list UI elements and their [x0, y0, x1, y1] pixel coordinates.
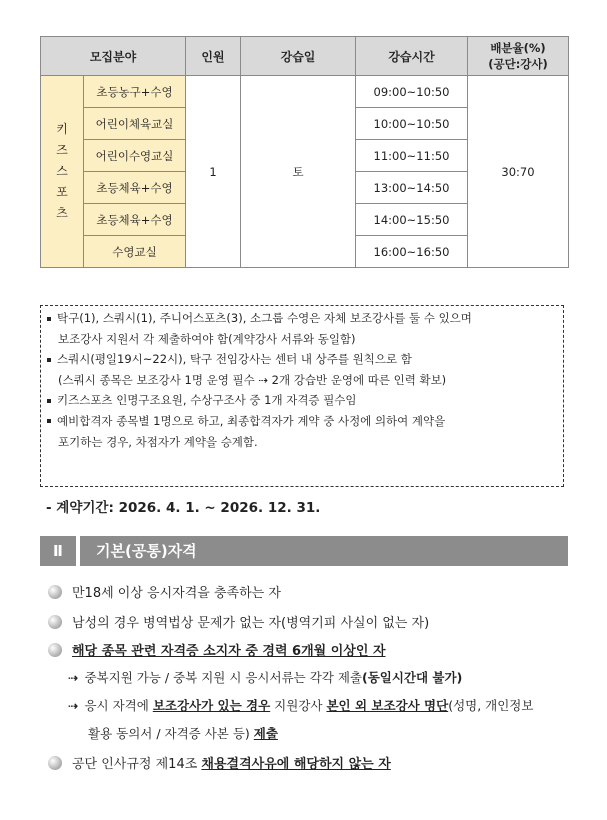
section-header	[40, 536, 568, 566]
notes-box	[40, 305, 564, 487]
ratio-cell: 30:70	[468, 76, 569, 268]
note-line	[41, 411, 563, 432]
square-bullet-icon	[47, 358, 51, 362]
qualification-text-bold: 채용결격사유에 해당하지 않는 자	[201, 757, 391, 772]
header-day: 강습일	[241, 37, 356, 76]
header-ratio	[468, 37, 569, 76]
program-cell: 어린이수영교실	[84, 140, 186, 172]
program-cell: 초등체육+수영	[84, 172, 186, 204]
program-cell: 어린이체육교실	[84, 108, 186, 140]
qualification-text: 남성의 경우 병역법상 문제가 없는 자(병역기피 사실이 없는 자)	[72, 616, 430, 631]
bullet-icon	[48, 585, 62, 599]
count-cell: 1	[186, 76, 241, 268]
note-line	[41, 390, 563, 411]
note-line	[41, 370, 563, 391]
qualification-text: 공단 인사규정 제14조	[72, 757, 202, 772]
sub-text: 응시 자격에	[84, 698, 153, 713]
qualification-item	[48, 640, 386, 659]
section-number: Ⅱ	[40, 536, 76, 566]
sub-item-continued	[88, 724, 278, 742]
time-cell: 09:00~10:50	[356, 76, 468, 108]
table-header-row	[41, 37, 569, 76]
square-bullet-icon	[47, 317, 51, 321]
note-text: 2개 강습반 운영에 따른 인력 확보)	[271, 372, 447, 387]
qualification-item	[48, 753, 391, 772]
note-line	[41, 349, 563, 370]
header-count: 인원	[186, 37, 241, 76]
note-line	[41, 329, 563, 350]
time-cell: 11:00~11:50	[356, 140, 468, 172]
sub-text-bold: 본인 외 보조강사 명단	[326, 698, 449, 713]
square-bullet-icon	[47, 419, 51, 423]
time-cell: 14:00~15:50	[356, 204, 468, 236]
section-title: 기본(공통)자격	[80, 536, 568, 566]
bullet-icon	[48, 756, 62, 770]
note-line	[41, 432, 563, 453]
qualification-item	[48, 582, 281, 601]
bullet-icon	[48, 643, 62, 657]
arrow-icon: ⇢	[258, 372, 269, 387]
sub-text: (성명, 개인정보	[448, 698, 534, 713]
day-cell: 토	[241, 76, 356, 268]
qualification-text: 해당 종목 관련 자격증 소지자 중 경력 6개월 이상인 자	[72, 644, 386, 659]
header-ratio-label: 배분율(%)	[490, 41, 546, 55]
note-text: 스쿼시(평일19시~22시), 탁구 전임강사는 센터 내 상주를 원칙으로 함	[57, 352, 412, 367]
sub-text: 활용 동의서 / 자격증 사본 등)	[88, 726, 254, 741]
note-text: 예비합격자 종목별 1명으로 하고, 최종합격자가 계약 중 사정에 의하여 계약을	[57, 413, 446, 428]
category-cell	[41, 76, 84, 268]
square-bullet-icon	[47, 399, 51, 403]
qualification-text: 만18세 이상 응시자격을 충족하는 자	[72, 586, 281, 601]
header-ratio-sub: (공단:강사)	[488, 57, 548, 71]
time-cell: 10:00~10:50	[356, 108, 468, 140]
note-text: 보조강사 지원서 각 제출하여야 함(계약강사 서류와 동일함)	[58, 331, 356, 346]
note-text: (스쿼시 종목은 보조강사 1명 운영 필수	[58, 372, 255, 387]
note-text: 포기하는 경우, 차점자가 계약을 승계함.	[58, 434, 258, 449]
sub-text: 지원강사	[270, 698, 327, 713]
header-field: 모집분야	[41, 37, 186, 76]
table-row	[41, 76, 569, 108]
time-cell: 16:00~16:50	[356, 236, 468, 268]
note-line	[41, 308, 563, 329]
sub-text: 중복지원 가능 / 중복 지원 시 응시서류는 각각 제출	[84, 670, 362, 685]
bullet-icon	[48, 615, 62, 629]
program-cell: 초등체육+수영	[84, 204, 186, 236]
arrow-icon: ⇢	[68, 698, 79, 713]
sub-text-bold: 제출	[253, 726, 278, 741]
sub-item	[68, 696, 533, 714]
sub-item	[68, 668, 462, 686]
time-cell: 13:00~14:50	[356, 172, 468, 204]
schedule-table	[40, 36, 569, 268]
note-text: 탁구(1), 스쿼시(1), 주니어스포츠(3), 소그룹 수영은 자체 보조강사를 둘 수 있으며	[57, 311, 472, 325]
arrow-icon: ⇢	[68, 670, 79, 685]
sub-text-bold: 보조강사가 있는 경우	[152, 698, 271, 713]
sub-text-bold: (동일시간대 불가)	[361, 670, 463, 685]
category-label: 키즈스포츠	[56, 122, 68, 220]
program-cell: 초등농구+수영	[84, 76, 186, 108]
qualification-item	[48, 612, 429, 631]
contract-period: - 계약기간: 2026. 4. 1. ~ 2026. 12. 31.	[46, 500, 321, 516]
header-time: 강습시간	[356, 37, 468, 76]
note-text: 키즈스포츠 인명구조요원, 수상구조사 중 1개 자격증 필수임	[57, 393, 357, 408]
program-cell: 수영교실	[84, 236, 186, 268]
